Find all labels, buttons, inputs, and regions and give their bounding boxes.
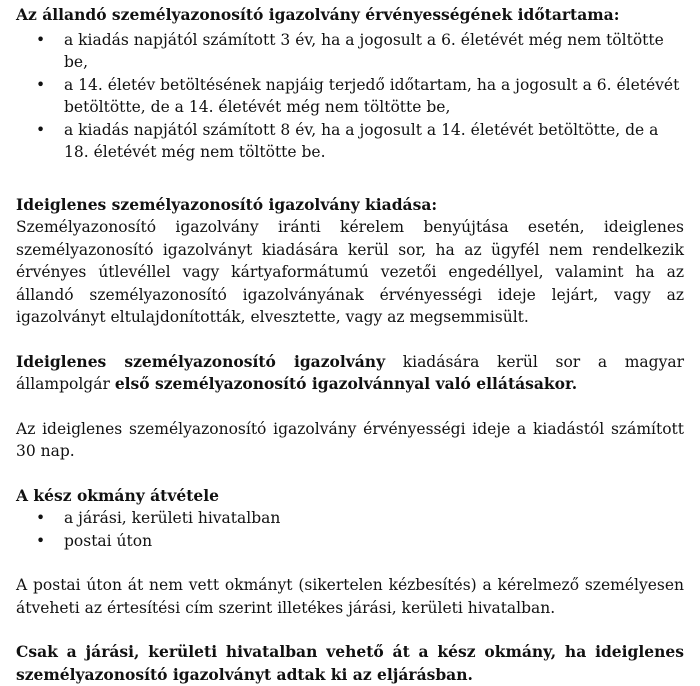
pickup-list: [16, 507, 684, 552]
list-item: [16, 29, 684, 74]
bullet-icon: •: [36, 30, 46, 49]
first-id-paragraph: [16, 351, 684, 396]
bullet-icon: •: [36, 120, 46, 139]
temporary-id-heading: Ideiglenes személyazonosító igazolvány kiadása:: [16, 194, 438, 214]
first-id-bold-end: első személyazonosító igazolvánnyal való ellátásakor.: [114, 374, 578, 393]
temporary-id-paragraph: Személyazonosító igazolvány iránti kérelem benyújtása esetén, ideiglenes személyazonosító igazolványt kiadására kerül sor, ha az ügyfél nem rendelkezik érvényes útlevéllel vagy kártyaformátumú vezetői engedéllyel, valamint ha az állandó személyazonosító igazolványának érvényességi ideje lejárt, vagy az igazolványt eltulajdonították, elvesztette, vagy az megsemmisült.: [16, 218, 684, 326]
bullet-icon: •: [36, 531, 46, 550]
temporary-validity-text: Az ideiglenes személyazonosító igazolvány érvényességi ideje a kiadástól számított 30 nap.: [16, 419, 684, 460]
bullet-icon: •: [36, 509, 46, 527]
list-item-text: a kiadás napjától számított 8 év, ha a jogosult a 14. életévét betöltötte, de a 18. életévét még nem töltötte be.: [64, 120, 659, 161]
list-item: [16, 74, 684, 119]
list-item-text: a 14. életév betöltésének napjáig terjedő időtartam, ha a jogosult a 6. életévét betöltötte, de a 14. életévét még nem töltötte be,: [64, 75, 680, 116]
list-item-text: postai úton: [64, 531, 153, 550]
list-item-text: a járási, kerületi hivatalban: [64, 509, 281, 527]
validity-list: [16, 29, 684, 164]
list-item-text: a kiadás napjától számított 3 év, ha a jogosult a 6. életévét még nem töltötte be,: [64, 30, 664, 71]
list-item: [16, 507, 684, 530]
list-item: [16, 530, 684, 553]
validity-heading: Az állandó személyazonosító igazolvány érvényességének időtartama:: [16, 5, 620, 24]
bullet-icon: •: [36, 75, 46, 94]
first-id-bold-start: Ideiglenes személyazonosító igazolvány: [16, 351, 386, 371]
list-item: [16, 119, 684, 164]
postal-pickup-paragraph: A postai úton át nem vett okmányt (sikertelen kézbesítés) a kérelmező személyesen átveheti az értesítési cím szerint illetékes járási, kerületi hivatalban.: [16, 576, 684, 617]
pickup-heading: A kész okmány átvétele: [16, 485, 219, 505]
first-id-middle: kiadására kerül sor a magyar állampolgár: [16, 352, 684, 393]
office-only-paragraph: Csak a járási, kerületi hivatalban vehető át a kész okmány, ha ideiglenes személyazonosító igazolványt adtak ki az eljárásban.: [16, 642, 684, 684]
